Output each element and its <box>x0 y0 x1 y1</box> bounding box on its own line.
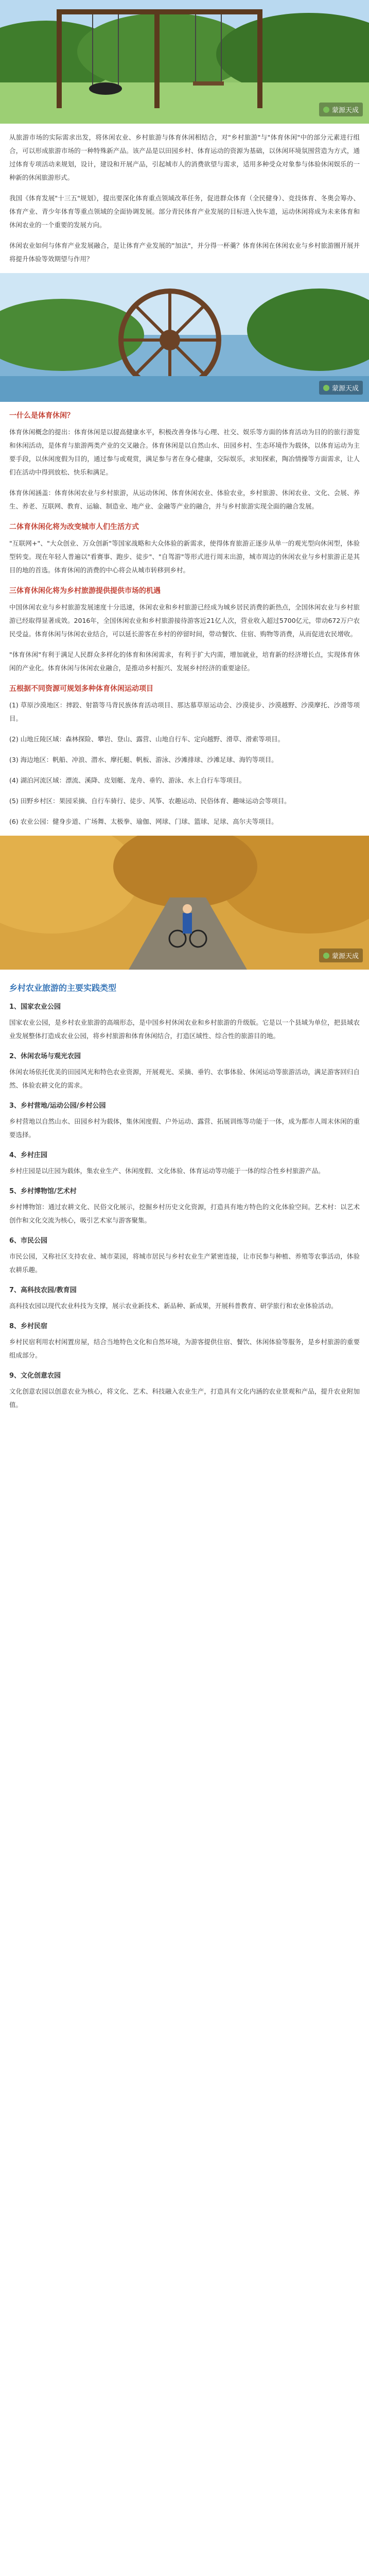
list-item: (1) 草原沙漠地区：摔跤、射箭等马背民族体育活动项目、那达慕草原运动会、沙漠徒步、沙漠越野、沙漠摩托、沙滑等项目。 <box>9 701 360 722</box>
watermark-badge <box>319 103 363 116</box>
subsection-heading: 9、文化创意农园 <box>9 1372 61 1380</box>
subsection-text: 国家农业公园，是乡村农业旅游的高端形态，是中国乡村休闲农业和乡村旅游的升级版。它是以一个县域为单位，把县域农业发展整体打造成农业公园，将乡村旅游和体育休闲结合，打造区域性、综合性的旅游目的地。 <box>9 1019 360 1040</box>
subsection-text: 休闲农场依托优美的田园风光和特色农业资源，开展观光、采摘、垂钓、农事体验、休闲运动等旅游活动，满足游客回归自然、体验农耕文化的需求。 <box>9 1068 360 1089</box>
list-item: (3) 海边地区：帆船、冲浪、潜水、摩托艇、帆板、游泳、沙滩排球、沙滩足球、海钓等项目。 <box>9 756 278 764</box>
wechat-icon <box>323 953 329 959</box>
subsection-heading: 3、乡村营地/运动公园/乡村公园 <box>9 1102 106 1110</box>
subsection-heading: 4、乡村庄园 <box>9 1151 48 1159</box>
section-paragraph: "体育休闲"有利于满足人民群众多样化的体育和休闲需求，有利于扩大内需，增加就业，培育新的经济增长点，实现体育休闲的产业化。体育休闲与休闲农业融合，是推动乡村振兴、发展乡村经济的重要途径。 <box>9 651 360 672</box>
section-heading: 二体育休闲化将为改变城市人们生活方式 <box>9 523 139 531</box>
photo-swing-park <box>0 0 369 124</box>
subsection-text: 市民公园，又称社区支持农业、城市菜园，将城市居民与乡村农业生产紧密连接，让市民参与种植、养殖等农事活动，体验农耕乐趣。 <box>9 1252 360 1274</box>
watermark-label: 蒙源天成 <box>331 385 359 393</box>
list-item: (5) 田野乡村区：果园采摘、自行车骑行、徒步、风筝、农趣运动、民俗体育、趣味运动会等项目。 <box>9 797 291 805</box>
list-item: (4) 湖泊河流区域：漂流、溪降、皮划艇、龙舟、垂钓、游泳、水上自行车等项目。 <box>9 776 246 784</box>
intro-paragraph: 休闲农业如何与体育产业发展融合，是让体育产业发展的"加法"，并分得一杯羹？体育休闲在休闲农业与乡村旅游圈开展并将提升体验等效期望与作用？ <box>9 242 360 263</box>
subsection-text: 乡村民宿利用农村闲置房屋，结合当地特色文化和自然环境，为游客提供住宿、餐饮、休闲体验等服务，是乡村旅游的重要组成部分。 <box>9 1338 360 1359</box>
photo-water-wheel <box>0 273 369 402</box>
list-item: (2) 山地丘陵区域：森林探险、攀岩、登山、露营、山地自行车、定向越野、滑草、滑索等项目。 <box>9 735 285 743</box>
section-e <box>0 981 369 1412</box>
swing-park-image <box>0 0 369 124</box>
section-a <box>0 409 369 828</box>
subsection-text: 文化创意农园以创意农业为核心，将文化、艺术、科技融入农业生产，打造具有文化内涵的农业景观和产品，提升农业附加值。 <box>9 1387 360 1409</box>
subsection-heading: 8、乡村民宿 <box>9 1323 48 1330</box>
section-paragraph: 体育休闲涵盖：体育休闲农业与乡村旅游，从运动休闲、体育休闲农业、体验农业，乡村旅游、休闲农业、文化、会展、养生、养老、互联网、教育、运输、制造业、地产业、金融等产业的融合，并与乡村旅游实现全面的融合发展。 <box>9 489 360 510</box>
section-heading: 五根据不同资源可规划多种体育休闲运动项目 <box>9 685 153 693</box>
subsection-text: 乡村营地以自然山水、田园乡村为载体，集休闲度假、户外运动、露营、拓展训练等功能于一体，成为都市人周末休闲的重要选择。 <box>9 1117 360 1139</box>
subsection-heading: 5、乡村博物馆/艺术村 <box>9 1188 77 1195</box>
photo-cyclists <box>0 836 369 970</box>
subsection-heading: 2、休闲农场与观光农园 <box>9 1053 81 1060</box>
list-item: (6) 农业公园：健身步道、广场舞、太极拳、瑜伽、网球、门球、篮球、足球、高尔夫等项目。 <box>9 818 278 825</box>
intro-paragraph: 从旅游市场的实际需求出发，将休闲农业、乡村旅游与体育休闲相结合，对"乡村旅游"与"体育休闲"中的部分元素进行组合，可以形成旅游市场的一种特殊新产品。该产品是以田园乡村、体育运动的资源为基础，以休闲环境氛围营造为方式，通过体育专项活动来规划，设计，建设和开展产品，引起城市人的消费欲望与需求，适用多种受众对象参与体验休闲娱乐的一种新的休闲旅游形式。 <box>9 133 360 181</box>
section-heading: 一什么是体育休闲？ <box>9 412 74 420</box>
section-paragraph: 体育休闲概念的提出：体育休闲是以提高健康水平，积极改善身体与心理、社交、娱乐等方面的体育活动为目的的旅行游览和休闲活动，是体育与旅游两类产业的交叉融合。体育休闲是以自然山水、田园乡村、生态环境作为载体，以体育运动为主要手段，以休闲度假为目的，通过参与或观赏，满足参与者在身心健康，交际娱乐，求知探索，陶冶情操等方面需求，让人们在活动中得到放松、快乐和满足。 <box>9 428 360 476</box>
section-heading: 乡村农业旅游的主要实践类型 <box>9 983 117 993</box>
watermark-label: 蒙源天成 <box>331 953 359 960</box>
wechat-icon <box>323 107 329 113</box>
watermark-badge <box>319 948 363 962</box>
intro-paragraph: 我国《体育发展"十三五"规划》，提出要深化体育重点领域改革任务，促进群众体育（全民健身）、竞技体育、冬奥会筹办、体育产业、青少年体育等重点领域的全面协调发展。部分青民体育产业发展的目标进入快车道，运动休闲将成为未来体育和休闲农业的一个重要的发展方向。 <box>9 194 360 229</box>
subsection-text: 高科技农园以现代农业科技为支撑，展示农业新技术、新品种、新成果，开展科普教育、研学旅行和农业体验活动。 <box>9 1302 338 1310</box>
wechat-icon <box>323 385 329 391</box>
section-paragraph: "互联网+"、"大众创业、万众创新"等国家战略和大众体验的新需求，使得体育旅游正逐步从单一的观光型向休闲型，体验型转变。现在年轻人普遍以"看赛事、跑步、徒步"、"自驾游"等形式进行周末出游，城市周边的休闲农业与乡村旅游正是其目的地的首选。体育休闲的消费的中心将会从城市转移到乡村。 <box>9 539 360 574</box>
subsection-text: 乡村博物馆：通过农耕文化、民俗文化展示，挖掘乡村历史文化资源，打造具有地方特色的文化体验空间。艺术村：以艺术创作和文化交流为核心，吸引艺术家与游客聚集。 <box>9 1203 360 1224</box>
section-heading: 三体育休闲化将为乡村旅游提供提供市场的机遇 <box>9 587 161 595</box>
watermark-badge <box>319 381 363 395</box>
intro-section <box>0 124 369 266</box>
subsection-heading: 1、国家农业公园 <box>9 1003 61 1011</box>
watermark-label: 蒙源天成 <box>331 107 359 114</box>
subsection-heading: 6、市民公园 <box>9 1237 48 1245</box>
subsection-text: 乡村庄园是以庄园为载体，集农业生产、休闲度假、文化体验、体育运动等功能于一体的综合性乡村旅游产品。 <box>9 1167 325 1175</box>
subsection-heading: 7、高科技农园/教育园 <box>9 1286 77 1294</box>
water-wheel-image <box>0 273 369 402</box>
section-paragraph: 中国休闲农业与乡村旅游发展速度十分迅速，休闲农业和乡村旅游已经成为城乡居民消费的新热点，全国休闲农业与乡村旅游已经取得显著成效。2016年，全国休闲农业和乡村旅游接待游客近21亿人次，营业收入超过5700亿元，带动672万户农民受益。体育休闲与休闲农业结合，可以延长游客在乡村的停留时间，带动餐饮、住宿、购物等消费，从而促进农民增收。 <box>9 603 360 638</box>
cyclists-image <box>0 836 369 970</box>
